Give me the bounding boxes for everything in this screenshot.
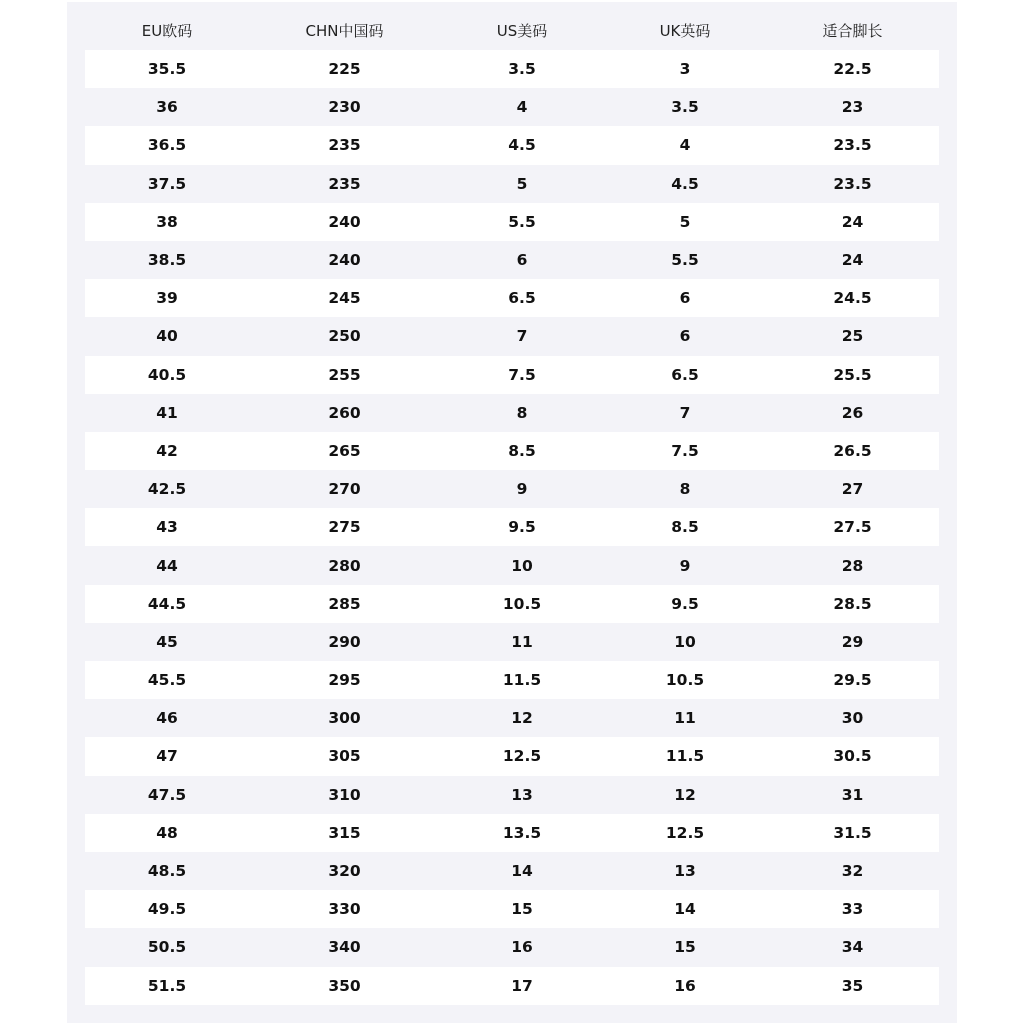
chn-size-cell: 340 bbox=[249, 928, 440, 966]
uk-size-cell: 12.5 bbox=[604, 814, 766, 852]
eu-size-cell: 40 bbox=[85, 317, 249, 355]
chn-size-cell: 275 bbox=[249, 508, 440, 546]
table-row bbox=[85, 50, 939, 88]
us-size-cell: 13.5 bbox=[440, 814, 604, 852]
chn-size-cell: 260 bbox=[249, 394, 440, 432]
chn-size-cell: 305 bbox=[249, 737, 440, 775]
uk-size-cell: 8.5 bbox=[604, 508, 766, 546]
uk-size-cell: 6.5 bbox=[604, 356, 766, 394]
uk-size-cell: 9 bbox=[604, 546, 766, 584]
foot-length-cell: 24 bbox=[766, 241, 939, 279]
chn-size-cell: 315 bbox=[249, 814, 440, 852]
chn-size-cell: 240 bbox=[249, 241, 440, 279]
table-row bbox=[85, 356, 939, 394]
eu-size-cell: 51.5 bbox=[85, 967, 249, 1005]
uk-size-cell: 15 bbox=[604, 928, 766, 966]
us-size-cell: 6 bbox=[440, 241, 604, 279]
us-size-cell: 5.5 bbox=[440, 203, 604, 241]
uk-size-cell: 3 bbox=[604, 50, 766, 88]
chn-size-cell: 350 bbox=[249, 967, 440, 1005]
uk-size-cell: 5.5 bbox=[604, 241, 766, 279]
table-row bbox=[85, 203, 939, 241]
eu-size-cell: 43 bbox=[85, 508, 249, 546]
us-size-cell: 8.5 bbox=[440, 432, 604, 470]
uk-size-cell: 11 bbox=[604, 699, 766, 737]
foot-length-cell: 31.5 bbox=[766, 814, 939, 852]
eu-size-cell: 48 bbox=[85, 814, 249, 852]
foot-length-cell: 23 bbox=[766, 88, 939, 126]
eu-size-cell: 49.5 bbox=[85, 890, 249, 928]
foot-length-cell: 23.5 bbox=[766, 165, 939, 203]
foot-length-cell: 24.5 bbox=[766, 279, 939, 317]
us-size-cell: 12 bbox=[440, 699, 604, 737]
uk-size-cell: 7 bbox=[604, 394, 766, 432]
eu-size-cell: 38.5 bbox=[85, 241, 249, 279]
foot-length-cell: 30 bbox=[766, 699, 939, 737]
uk-size-cell: 7.5 bbox=[604, 432, 766, 470]
foot-length-cell: 28 bbox=[766, 546, 939, 584]
eu-size-cell: 36.5 bbox=[85, 126, 249, 164]
chn-size-cell: 285 bbox=[249, 585, 440, 623]
chn-size-cell: 300 bbox=[249, 699, 440, 737]
table-row bbox=[85, 88, 939, 126]
chn-size-cell: 270 bbox=[249, 470, 440, 508]
us-size-cell: 16 bbox=[440, 928, 604, 966]
us-size-cell: 17 bbox=[440, 967, 604, 1005]
eu-size-cell: 47.5 bbox=[85, 776, 249, 814]
us-size-cell: 4.5 bbox=[440, 126, 604, 164]
chn-size-cell: 230 bbox=[249, 88, 440, 126]
foot-length-cell: 34 bbox=[766, 928, 939, 966]
table-row bbox=[85, 814, 939, 852]
eu-size-cell: 48.5 bbox=[85, 852, 249, 890]
uk-size-cell: 8 bbox=[604, 470, 766, 508]
table-row bbox=[85, 661, 939, 699]
us-size-cell: 6.5 bbox=[440, 279, 604, 317]
eu-size-cell: 45 bbox=[85, 623, 249, 661]
table-row bbox=[85, 394, 939, 432]
chn-size-cell: 295 bbox=[249, 661, 440, 699]
chn-size-cell: 250 bbox=[249, 317, 440, 355]
uk-size-cell: 12 bbox=[604, 776, 766, 814]
table-row bbox=[85, 279, 939, 317]
size-chart-table bbox=[85, 10, 939, 1005]
eu-size-cell: 46 bbox=[85, 699, 249, 737]
eu-size-cell: 41 bbox=[85, 394, 249, 432]
uk-size-cell: 10.5 bbox=[604, 661, 766, 699]
uk-size-cell: 5 bbox=[604, 203, 766, 241]
table-row bbox=[85, 470, 939, 508]
chn-size-cell: 240 bbox=[249, 203, 440, 241]
foot-length-cell: 32 bbox=[766, 852, 939, 890]
foot-length-cell: 26.5 bbox=[766, 432, 939, 470]
table-row bbox=[85, 126, 939, 164]
eu-size-cell: 36 bbox=[85, 88, 249, 126]
foot-length-cell: 25 bbox=[766, 317, 939, 355]
us-size-cell: 9 bbox=[440, 470, 604, 508]
uk-size-cell: 14 bbox=[604, 890, 766, 928]
foot-length-cell: 35 bbox=[766, 967, 939, 1005]
uk-size-cell: 16 bbox=[604, 967, 766, 1005]
eu-size-cell: 39 bbox=[85, 279, 249, 317]
table-row bbox=[85, 776, 939, 814]
table-row bbox=[85, 317, 939, 355]
chn-size-cell: 235 bbox=[249, 126, 440, 164]
foot-length-cell: 29.5 bbox=[766, 661, 939, 699]
uk-size-cell: 6 bbox=[604, 317, 766, 355]
foot-length-cell: 28.5 bbox=[766, 585, 939, 623]
table-row bbox=[85, 585, 939, 623]
table-row bbox=[85, 623, 939, 661]
us-size-cell: 10 bbox=[440, 546, 604, 584]
eu-size-cell: 38 bbox=[85, 203, 249, 241]
eu-size-cell: 40.5 bbox=[85, 356, 249, 394]
table-row bbox=[85, 928, 939, 966]
table-row bbox=[85, 737, 939, 775]
table-row bbox=[85, 852, 939, 890]
chn-size-cell: 245 bbox=[249, 279, 440, 317]
table-row bbox=[85, 508, 939, 546]
uk-size-cell: 4.5 bbox=[604, 165, 766, 203]
header-chn-size: CHN中国码 bbox=[305, 21, 384, 40]
chn-size-cell: 310 bbox=[249, 776, 440, 814]
chn-size-cell: 265 bbox=[249, 432, 440, 470]
foot-length-cell: 27.5 bbox=[766, 508, 939, 546]
us-size-cell: 3.5 bbox=[440, 50, 604, 88]
table-row bbox=[85, 967, 939, 1005]
foot-length-cell: 26 bbox=[766, 394, 939, 432]
header-us-size: US美码 bbox=[496, 21, 548, 40]
foot-length-cell: 33 bbox=[766, 890, 939, 928]
table-row bbox=[85, 165, 939, 203]
table-row bbox=[85, 890, 939, 928]
eu-size-cell: 47 bbox=[85, 737, 249, 775]
us-size-cell: 11 bbox=[440, 623, 604, 661]
uk-size-cell: 3.5 bbox=[604, 88, 766, 126]
us-size-cell: 8 bbox=[440, 394, 604, 432]
uk-size-cell: 11.5 bbox=[604, 737, 766, 775]
header-uk-size: UK英码 bbox=[659, 21, 711, 40]
uk-size-cell: 13 bbox=[604, 852, 766, 890]
foot-length-cell: 27 bbox=[766, 470, 939, 508]
table-row bbox=[85, 241, 939, 279]
foot-length-cell: 30.5 bbox=[766, 737, 939, 775]
uk-size-cell: 9.5 bbox=[604, 585, 766, 623]
foot-length-cell: 29 bbox=[766, 623, 939, 661]
chn-size-cell: 225 bbox=[249, 50, 440, 88]
size-chart-body bbox=[85, 50, 939, 1005]
us-size-cell: 12.5 bbox=[440, 737, 604, 775]
header-row bbox=[85, 10, 939, 50]
us-size-cell: 13 bbox=[440, 776, 604, 814]
chn-size-cell: 290 bbox=[249, 623, 440, 661]
eu-size-cell: 42 bbox=[85, 432, 249, 470]
us-size-cell: 4 bbox=[440, 88, 604, 126]
chn-size-cell: 330 bbox=[249, 890, 440, 928]
us-size-cell: 7.5 bbox=[440, 356, 604, 394]
us-size-cell: 7 bbox=[440, 317, 604, 355]
eu-size-cell: 50.5 bbox=[85, 928, 249, 966]
eu-size-cell: 37.5 bbox=[85, 165, 249, 203]
foot-length-cell: 25.5 bbox=[766, 356, 939, 394]
chn-size-cell: 320 bbox=[249, 852, 440, 890]
us-size-cell: 11.5 bbox=[440, 661, 604, 699]
foot-length-cell: 31 bbox=[766, 776, 939, 814]
eu-size-cell: 35.5 bbox=[85, 50, 249, 88]
us-size-cell: 15 bbox=[440, 890, 604, 928]
table-row bbox=[85, 546, 939, 584]
chn-size-cell: 255 bbox=[249, 356, 440, 394]
uk-size-cell: 10 bbox=[604, 623, 766, 661]
foot-length-cell: 22.5 bbox=[766, 50, 939, 88]
header-eu-size: EU欧码 bbox=[141, 21, 193, 40]
chn-size-cell: 235 bbox=[249, 165, 440, 203]
size-chart-header bbox=[85, 10, 939, 50]
chn-size-cell: 280 bbox=[249, 546, 440, 584]
us-size-cell: 5 bbox=[440, 165, 604, 203]
us-size-cell: 14 bbox=[440, 852, 604, 890]
table-row bbox=[85, 699, 939, 737]
uk-size-cell: 4 bbox=[604, 126, 766, 164]
eu-size-cell: 42.5 bbox=[85, 470, 249, 508]
table-row bbox=[85, 432, 939, 470]
eu-size-cell: 45.5 bbox=[85, 661, 249, 699]
foot-length-cell: 23.5 bbox=[766, 126, 939, 164]
us-size-cell: 10.5 bbox=[440, 585, 604, 623]
eu-size-cell: 44.5 bbox=[85, 585, 249, 623]
us-size-cell: 9.5 bbox=[440, 508, 604, 546]
header-foot-length: 适合脚长 bbox=[822, 21, 883, 40]
foot-length-cell: 24 bbox=[766, 203, 939, 241]
eu-size-cell: 44 bbox=[85, 546, 249, 584]
uk-size-cell: 6 bbox=[604, 279, 766, 317]
